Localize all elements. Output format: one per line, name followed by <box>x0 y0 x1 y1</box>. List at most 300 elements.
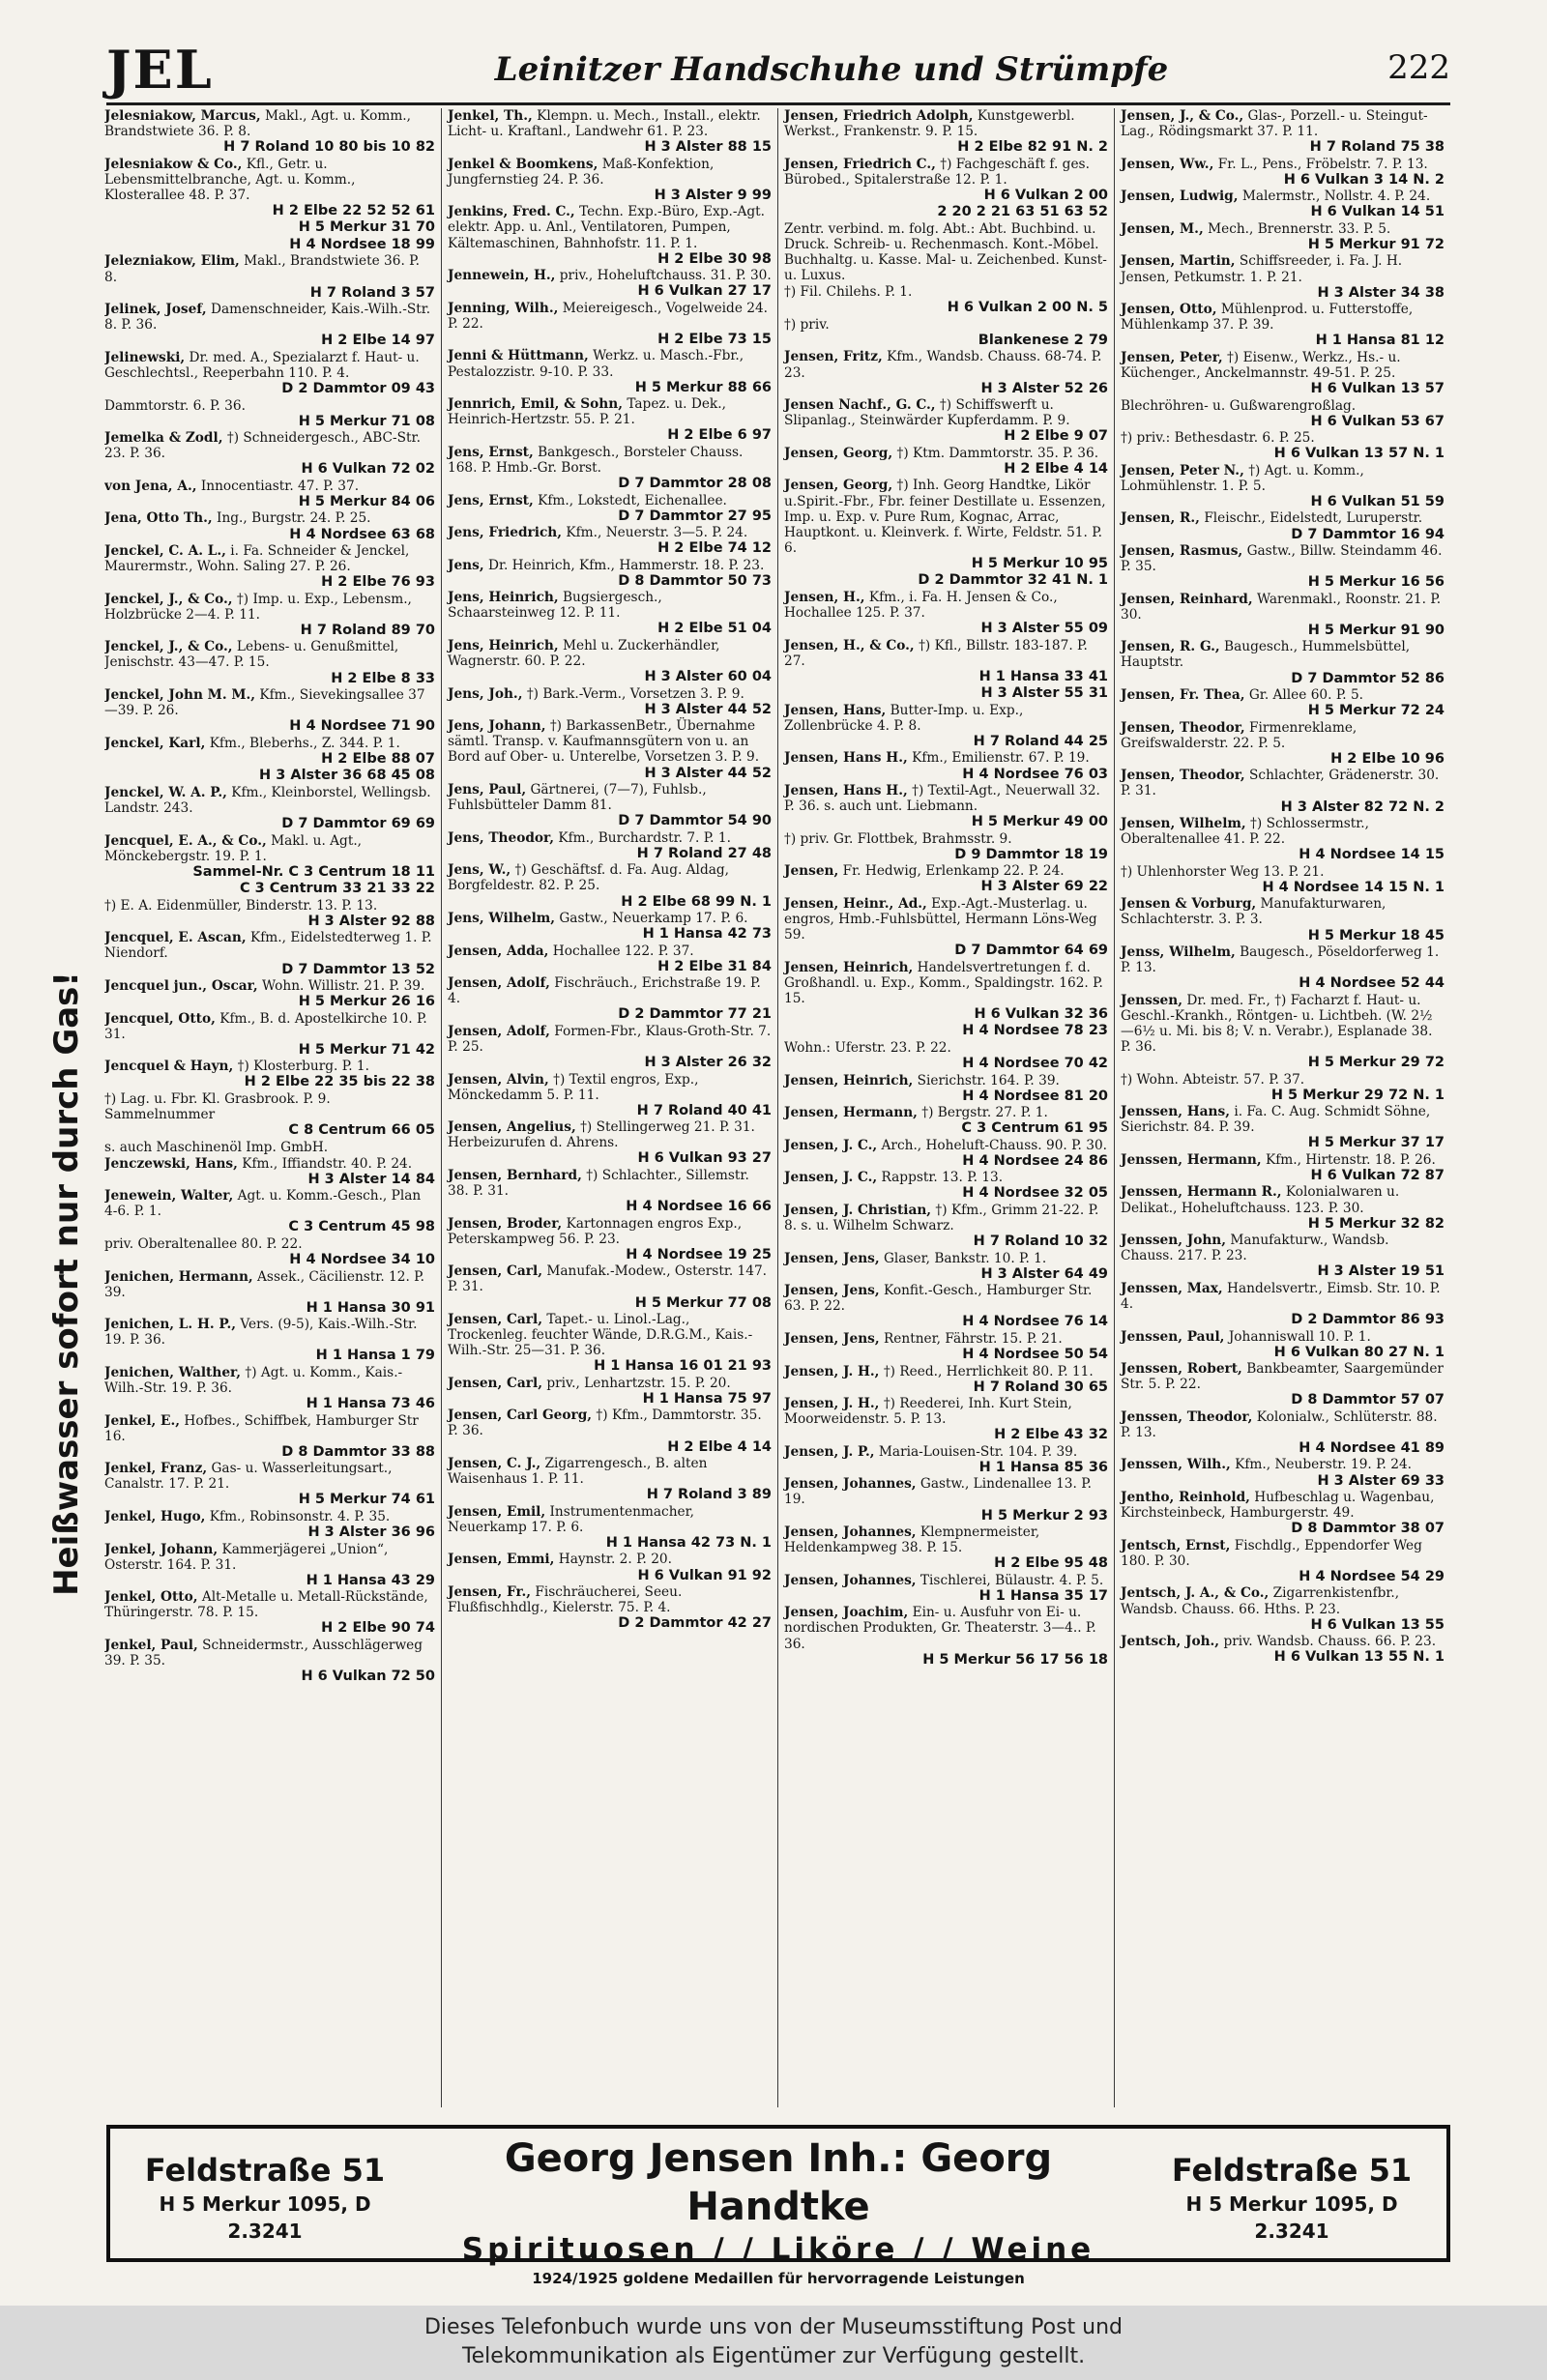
entry-phone: H 3 Alster 44 52 <box>644 765 772 781</box>
listing-entry <box>448 1408 772 1455</box>
entry-name: Jensen, H., & Co., <box>784 637 915 653</box>
entry-phone: D 2 Dammtor 42 27 <box>618 1615 772 1632</box>
entry-phone: H 3 Alster 34 38 <box>1317 284 1445 301</box>
listing-entry <box>1121 1281 1445 1328</box>
entry-name: Jensen, J. H., <box>784 1363 880 1379</box>
entry-phone: H 6 Vulkan 27 17 <box>637 283 772 300</box>
listing-entry <box>104 736 435 768</box>
listing-entry <box>448 525 772 557</box>
entry-phone: H 4 Nordsee 34 10 <box>289 1252 435 1268</box>
entry-name: Jenkins, Fred. C., <box>448 204 575 220</box>
listing-entry <box>448 862 772 910</box>
entry-phone: H 7 Roland 3 89 <box>646 1487 772 1503</box>
entry-name: Jensen, Jens, <box>784 1283 880 1299</box>
entry-phone: H 1 Hansa 33 41 <box>978 668 1108 684</box>
entry-phone: H 5 Merkur 72 24 <box>1307 703 1445 719</box>
entry-name: Jenichen, Walther, <box>104 1364 242 1380</box>
entry-phone: H 3 Alster 60 04 <box>644 669 772 685</box>
ad-products: Spirituosen / / Liköre / / Weine <box>461 2232 1095 2267</box>
entry-details: Kfm., Hirtenstr. 18. P. 26. <box>1265 1151 1436 1168</box>
listing-entry <box>448 558 772 590</box>
entry-details: Manufak.-Modew., Osterstr. 147. P. 31. <box>448 1263 768 1295</box>
entry-phone: H 2 Elbe 90 74 <box>321 1620 435 1637</box>
listing-entry <box>448 638 772 685</box>
entry-name: Jenckel, W. A. P., <box>104 784 227 800</box>
listing-entry <box>448 782 772 829</box>
listing-entry <box>448 108 772 156</box>
entry-phone: H 3 Alster 36 68 45 08 <box>259 768 435 784</box>
listing-entry <box>784 1138 1108 1170</box>
entry-phone: H 1 Hansa 1 79 <box>315 1348 435 1364</box>
entry-details: Gastw., Neuerkamp 17. P. 6. <box>559 911 748 926</box>
entry-phone: H 7 Roland 27 48 <box>636 845 772 861</box>
entry-name: Jenkel, Johann, <box>104 1541 219 1557</box>
entry-phone: H 2 Elbe 22 52 52 61 <box>272 202 435 218</box>
entry-phone: H 2 Elbe 4 14 <box>1004 460 1108 477</box>
entry-details: Schiffsreeder, i. Fa. J. H. Jensen, Petkumstr. 1. P. 21. <box>1121 253 1403 285</box>
entry-details: †) BarkassenBetr., Übernahme sämtl. Transp. v. Kaufmannsgütern von u. an Bord auf Ober- u. Unterelbe, Vorsetzen 3. P. 9. <box>448 718 760 766</box>
entry-name: Jentho, Reinhold, <box>1121 1490 1250 1506</box>
entry-phone: H 4 Nordsee 70 42 <box>962 1056 1108 1072</box>
entry-phone: H 4 Nordsee 76 03 <box>962 766 1108 782</box>
listing-entry <box>104 639 435 686</box>
entry-name: Jensen, Heinrich, <box>784 959 914 975</box>
entry-name: Jencquel, Otto, <box>104 1010 216 1027</box>
listing-entry <box>104 479 435 510</box>
page-number: 222 <box>1387 48 1450 87</box>
entry-phone: H 1 Hansa 75 97 <box>642 1390 772 1407</box>
entry-details: Fr. Hedwig, Erlenkamp 22. P. 24. <box>842 863 1065 880</box>
entry-phone: H 6 Vulkan 51 59 <box>1310 493 1445 509</box>
listing-entry <box>1121 816 1445 863</box>
entry-name: Jens, <box>448 557 484 573</box>
entry-name: Jensen, J. P., <box>784 1443 875 1460</box>
listing-entry <box>104 157 435 219</box>
listing-entry <box>784 1605 1108 1668</box>
entry-details: †) Stellingerweg 21. P. 31. Herbeizurufen d. Ahrens. <box>448 1119 755 1151</box>
entry-name: Jenssen, Wilh., <box>1121 1457 1231 1473</box>
listing-entry <box>784 1476 1108 1524</box>
listing-entry <box>784 1444 1108 1476</box>
entry-name: Jensen, Ludwig, <box>1121 189 1239 205</box>
listing-entry <box>448 1119 772 1167</box>
listing-entry <box>448 830 772 862</box>
entry-details: Vers. (9-5), Kais.-Wilh.-Str. 19. P. 36. <box>104 1317 418 1349</box>
entry-name: Jenssen, John, <box>1121 1233 1227 1249</box>
entry-phone: H 4 Nordsee 32 05 <box>962 1185 1108 1202</box>
entry-name: Jensen, Georg, <box>784 445 893 461</box>
listing-entry <box>1121 1634 1445 1666</box>
entry-phone: H 5 Merkur 10 95 <box>971 555 1108 571</box>
entry-name: Jensen, Adolf, <box>448 975 550 992</box>
entry-details: Kfm., Burchardstr. 7. P. 1. <box>558 829 731 846</box>
listing-entry <box>104 1156 435 1188</box>
entry-details: Dammtorstr. 6. P. 36. <box>104 397 246 414</box>
listing-entry <box>104 543 435 591</box>
entry-name: Jena, Otto Th., <box>104 510 213 527</box>
listing-entry <box>448 1552 772 1583</box>
entry-details: Bankbeamter, Saargemünder Str. 5. P. 22. <box>1121 1361 1444 1393</box>
entry-name: Jensen, J. H., <box>784 1396 880 1412</box>
bottom-advertisement <box>106 2125 1450 2287</box>
entry-name: Jensen, Adolf, <box>448 1023 550 1039</box>
entry-name: Jenssen, Max, <box>1121 1280 1223 1296</box>
listing-entry <box>448 943 772 975</box>
entry-phone: H 6 Vulkan 2 00 <box>983 187 1108 203</box>
entry-name: Jens, Friedrich, <box>448 525 563 541</box>
entry-name: Jenning, Wilh., <box>448 300 559 316</box>
entry-name: Jensen, Martin, <box>1121 253 1236 270</box>
side-advertisement: Heißwasser sofort nur durch Gas! <box>47 972 86 1596</box>
listing-entry <box>448 1168 772 1215</box>
entry-name: Jelesniakow & Co., <box>104 156 243 172</box>
entry-details: †) Lag. u. Fbr. Kl. Grasbrook. P. 9. Sammelnummer <box>104 1090 331 1122</box>
entry-details: †) Schlachter., Sillemstr. 38. P. 31. <box>448 1167 749 1200</box>
entry-phone: H 4 Nordsee 14 15 <box>1299 847 1445 863</box>
listing-entry <box>1121 221 1445 253</box>
listing-entry <box>448 1504 772 1552</box>
entry-name: Jensen, Hans H., <box>784 750 908 767</box>
entry-phone: D 7 Dammtor 28 08 <box>618 476 772 491</box>
entry-name: Jensen, Wilhelm, <box>1121 816 1246 832</box>
entry-details: i. Fa. Schneider & Jenckel, Maurermstr., Wohn. Saling 27. P. 26. <box>104 543 410 575</box>
entry-details: Bankgesch., Borsteler Chauss. 168. P. Hmb.-Gr. Borst. <box>448 444 744 476</box>
entry-phone: H 6 Vulkan 3 14 N. 2 <box>1283 171 1445 188</box>
entry-phone: H 6 Vulkan 91 92 <box>637 1567 772 1583</box>
entry-details: Makl., Agt. u. Komm., Brandstwiete 36. P. 8. <box>104 108 412 140</box>
listing-entry <box>784 1331 1108 1363</box>
entry-name: Jensen, Peter N., <box>1121 462 1244 479</box>
listing-entry <box>1121 1104 1445 1151</box>
entry-phone: H 3 Alster 14 84 <box>307 1171 435 1187</box>
entry-phone: H 1 Hansa 30 91 <box>306 1299 435 1316</box>
entry-name: Jenkel, Th., <box>448 108 533 124</box>
listing-entry <box>1121 1184 1445 1232</box>
entry-name: Jenkel, E., <box>104 1412 181 1429</box>
listing-entry <box>784 1040 1108 1072</box>
entry-phone: H 1 Hansa 42 73 <box>642 926 772 943</box>
entry-details: Kfm., Kleinborstel, Wellingsb. Landstr. 243. <box>104 784 431 816</box>
entry-name: Jensen, Heinrich, <box>784 1072 914 1088</box>
entry-details: Rappstr. 13. P. 13. <box>881 1170 1004 1186</box>
entry-details: Mech., Brennerstr. 33. P. 5. <box>1208 220 1391 237</box>
entry-phone: H 6 Vulkan 14 51 <box>1310 204 1445 220</box>
entry-details: Kfm., B. d. Apostelkirche 10. P. 31. <box>104 1010 427 1042</box>
listing-column-1 <box>104 108 441 2107</box>
listing-entry <box>1121 864 1445 896</box>
entry-name: Jenckel, J., & Co., <box>104 639 233 655</box>
entry-name: Jensen, Johannes, <box>784 1524 917 1541</box>
listing-entry <box>1121 350 1445 397</box>
entry-phone: H 2 Elbe 76 93 <box>321 574 435 591</box>
listing-entry <box>1121 896 1445 943</box>
entry-name: Jensen, Otto, <box>1121 302 1217 318</box>
listing-entry <box>1121 1329 1445 1361</box>
entry-phone: H 7 Roland 10 80 bis 10 82 <box>223 139 435 156</box>
entry-details: †) Imp. u. Exp., Lebensm., Holzbrücke 2—4. P. 11. <box>104 591 412 623</box>
listing-entry <box>784 157 1108 204</box>
entry-details: †) Uhlenhorster Weg 13. P. 21. <box>1121 863 1325 880</box>
entry-details: Lebens- u. Genußmittel, Jenischstr. 43—47. P. 15. <box>104 639 399 671</box>
entry-phone: H 2 Elbe 88 07 <box>321 750 435 767</box>
entry-details: Assek., Cäcilienstr. 12. P. 39. <box>104 1268 424 1300</box>
entry-details: †) Bergstr. 27. P. 1. <box>921 1105 1048 1121</box>
entry-details: Haynstr. 2. P. 20. <box>558 1552 672 1568</box>
listing-entry <box>104 592 435 639</box>
listing-columns <box>104 108 1450 2107</box>
listing-entry <box>1121 720 1445 768</box>
listing-entry <box>784 1283 1108 1330</box>
entry-phone: H 6 Vulkan 13 55 N. 1 <box>1273 1649 1445 1666</box>
entry-phone: H 2 Elbe 68 99 N. 1 <box>621 893 772 910</box>
entry-details: †) Eisenw., Werkz., Hs.- u. Küchenger., Anckelmannstr. 49-51. P. 25. <box>1121 349 1401 381</box>
listing-entry <box>104 1188 435 1235</box>
entry-name: Jenssen, Theodor, <box>1121 1408 1253 1425</box>
entry-name: Jenssen, Hermann R., <box>1121 1184 1282 1201</box>
listing-entry <box>784 703 1108 750</box>
entry-name: Jemelka & Zodl, <box>104 430 223 447</box>
entry-details: s. auch Maschinenöl Imp. GmbH. <box>104 1139 329 1155</box>
listing-entry <box>448 911 772 943</box>
entry-phone: D 8 Dammtor 38 07 <box>1291 1521 1445 1537</box>
entry-phone: H 7 Roland 89 70 <box>300 622 435 638</box>
listing-entry <box>104 108 435 156</box>
entry-phone: H 4 Nordsee 78 23 <box>962 1023 1108 1039</box>
entry-details: Agt. u. Komm.-Gesch., Plan 4-6. P. 1. <box>104 1188 422 1220</box>
entry-phone: H 5 Merkur 56 17 56 18 <box>922 1651 1108 1668</box>
entry-name: Jensen, Broder, <box>448 1215 563 1232</box>
entry-name: Jennrich, Emil, & Sohn, <box>448 396 623 413</box>
listing-entry <box>1121 398 1445 430</box>
entry-details: Handelsvertretungen f. d. Großhandl. u. Exp., Komm., Spaldingstr. 162. P. 15. <box>784 959 1103 1006</box>
entry-phone: H 1 Hansa 85 36 <box>978 1459 1108 1475</box>
listing-entry <box>104 930 435 977</box>
listing-entry <box>784 685 1108 702</box>
entry-details: Tapez. u. Dek., Heinrich-Hertzstr. 55. P. 21. <box>448 396 726 428</box>
entry-name: Jensen, Emmi, <box>448 1552 555 1568</box>
entry-phone: H 3 Alster 36 96 <box>307 1524 435 1541</box>
archive-footer <box>0 2306 1547 2380</box>
entry-name: Jensen, Carl, <box>448 1263 542 1280</box>
entry-details: Damenschneider, Kais.-Wilh.-Str. 8. P. 36. <box>104 302 431 334</box>
entry-details: Maß-Konfektion, Jungfernstieg 24. P. 36. <box>448 156 715 188</box>
entry-name: Jens, Theodor, <box>448 829 555 846</box>
entry-details: †) priv. Gr. Flottbek, Brahmsstr. 9. <box>784 830 1012 847</box>
listing-entry <box>104 219 435 236</box>
entry-details: Sierichstr. 164. P. 39. <box>917 1072 1060 1088</box>
entry-details: Kfm., Neuerstr. 3—5. P. 24. <box>566 525 748 541</box>
entry-details: Zigarrenkistenfbr., Wandsb. Chauss. 66. Hths. P. 23. <box>1121 1585 1400 1617</box>
entry-name: Jens, Johann, <box>448 718 546 735</box>
entry-phone: D 7 Dammtor 13 52 <box>281 961 435 977</box>
entry-phone: H 3 Alster 55 09 <box>980 621 1108 637</box>
entry-name: Jensen, Emil, <box>448 1503 546 1520</box>
entry-phone: H 1 Hansa 42 73 N. 1 <box>605 1534 772 1551</box>
entry-name: Jens, Joh., <box>448 685 523 702</box>
listing-entry <box>1121 639 1445 686</box>
listing-entry <box>104 1509 435 1541</box>
ad-right-street: Feldstraße 51 <box>1171 2152 1413 2189</box>
entry-details: Kfm., Emilienstr. 67. P. 19. <box>912 750 1090 767</box>
entry-name: Jentsch, J. A., & Co., <box>1121 1585 1270 1602</box>
entry-phone: H 4 Nordsee 52 44 <box>1299 975 1445 992</box>
entry-name: Jenkel, Franz, <box>104 1461 208 1477</box>
entry-name: Jensen, Carl, <box>448 1375 542 1391</box>
entry-phone: H 3 Alster 19 51 <box>1317 1263 1445 1280</box>
listing-entry <box>784 446 1108 478</box>
listing-entry <box>1121 592 1445 639</box>
entry-phone: H 2 Elbe 30 98 <box>657 250 772 267</box>
listing-entry <box>1121 1585 1445 1633</box>
entry-name: Jensen & Vorburg, <box>1121 896 1257 913</box>
entry-details: Kfm., Robinsonstr. 4. P. 35. <box>209 1508 391 1524</box>
listing-entry <box>1121 1538 1445 1585</box>
listing-entry <box>1121 108 1445 156</box>
entry-details: Fischräucherei, Seeu. Flußfischhdlg., Kielerstr. 75. P. 4. <box>448 1584 683 1616</box>
entry-details: Hochallee 122. P. 37. <box>552 943 694 959</box>
entry-details: †) Schneidergesch., ABC-Str. 23. P. 36. <box>104 430 421 462</box>
listing-entry <box>1121 1361 1445 1408</box>
listing-entry <box>104 1413 435 1461</box>
ad-right-block <box>1147 2150 1437 2245</box>
listing-entry <box>104 1059 435 1090</box>
listing-entry <box>1121 510 1445 542</box>
listing-entry <box>784 960 1108 1023</box>
entry-name: Jens, Ernst, <box>448 444 534 460</box>
listing-entry <box>1121 1457 1445 1489</box>
entry-details: Kolonialw., Schlüterstr. 88. P. 13. <box>1121 1408 1438 1440</box>
listing-entry <box>104 510 435 542</box>
entry-name: Jenichen, L. H. P., <box>104 1317 236 1333</box>
entry-details: †) Agt. u. Komm., Kais.-Wilh.-Str. 19. P. 36. <box>104 1364 403 1396</box>
listing-entry <box>784 863 1108 895</box>
entry-name: Jensen, Ww., <box>1121 156 1214 172</box>
entry-phone: H 4 Nordsee 18 99 <box>289 236 435 252</box>
entry-phone: H 5 Merkur 71 42 <box>298 1041 435 1058</box>
listing-entry <box>784 221 1108 283</box>
entry-name: Jencquel, E. A., & Co., <box>104 832 267 849</box>
listing-entry <box>784 1105 1108 1137</box>
entry-details: Fleischr., Eidelstedt, Luruperstr. <box>1204 510 1423 527</box>
entry-details: †) E. A. Eidenmüller, Binderstr. 13. P. 13. <box>104 897 378 914</box>
listing-entry <box>448 348 772 395</box>
listing-entry <box>1121 463 1445 510</box>
listing-entry <box>448 493 772 525</box>
entry-phone: D 7 Dammtor 16 94 <box>1291 526 1445 542</box>
listing-entry <box>104 1011 435 1059</box>
entry-details: Mühlenprod. u. Futterstoffe, Mühlenkamp 37. P. 39. <box>1121 302 1414 334</box>
entry-name: Jenichen, Hermann, <box>104 1268 253 1285</box>
entry-name: Jenssen, Paul, <box>1121 1328 1225 1345</box>
entry-name: Jenkel, Otto, <box>104 1589 198 1606</box>
entry-details: Fr. L., Pens., Fröbelstr. 7. P. 13. <box>1217 156 1428 172</box>
listing-entry <box>104 833 435 881</box>
entry-name: Jenni & Hüttmann, <box>448 348 589 364</box>
listing-entry <box>448 1072 772 1119</box>
listing-entry <box>784 1524 1108 1572</box>
entry-details: Bugsiergesch., Schaarsteinweg 12. P. 11. <box>448 590 662 622</box>
entry-name: Jencquel & Hayn, <box>104 1059 234 1075</box>
entry-name: Jenssen, Robert, <box>1121 1361 1242 1378</box>
entry-phone: H 1 Hansa 16 01 21 93 <box>594 1358 772 1375</box>
entry-phone: H 6 Vulkan 2 00 N. 5 <box>947 300 1108 316</box>
entry-phone: H 2 Elbe 43 32 <box>994 1427 1108 1443</box>
entry-name: Jensen, Theodor, <box>1121 719 1245 736</box>
entry-phone: C 3 Centrum 33 21 33 22 <box>239 881 435 897</box>
footer-line-1: Dieses Telefonbuch wurde uns von der Museumsstiftung Post und <box>423 2315 1124 2339</box>
entry-phone: H 6 Vulkan 13 55 <box>1310 1616 1445 1633</box>
entry-details: Kfm., Wandsb. Chauss. 68-74. P. 23. <box>784 349 1102 381</box>
entry-details: Konfit.-Gesch., Hamburger Str. 63. P. 22. <box>784 1283 1093 1315</box>
entry-details: Wohn. Willistr. 21. P. 39. <box>262 978 425 994</box>
entry-name: Jenss, Wilhelm, <box>1121 944 1236 960</box>
entry-phone: H 6 Vulkan 72 50 <box>301 1669 435 1685</box>
listing-entry <box>784 1073 1108 1105</box>
entry-details: †) Wohn. Abteistr. 57. P. 37. <box>1121 1071 1305 1088</box>
entry-details: Kfm., Iffiandstr. 40. P. 24. <box>242 1155 413 1172</box>
entry-phone: H 4 Nordsee 71 90 <box>289 718 435 735</box>
entry-phone: Sammel-Nr. C 3 Centrum 18 11 <box>192 863 435 880</box>
entry-details: Firmenreklame, Greifswalderstr. 22. P. 5. <box>1121 719 1357 751</box>
entry-phone: H 1 Hansa 81 12 <box>1315 333 1445 349</box>
entry-name: Jelesniakow, Marcus, <box>104 108 261 124</box>
entry-name: Jelinewski, <box>104 349 186 365</box>
entry-phone: H 4 Nordsee 63 68 <box>289 526 435 542</box>
entry-details: Gas- u. Wasserleitungsart., Canalstr. 17. P. 21. <box>104 1461 393 1493</box>
page-header <box>106 37 1450 101</box>
listing-entry <box>448 590 772 637</box>
ad-medals: 1924/1925 goldene Medaillen für hervorragende Leistungen <box>532 2270 1025 2287</box>
entry-details: †) Reed., Herrlichkeit 80. P. 11. <box>883 1363 1094 1379</box>
entry-details: †) Geschäftsf. d. Fa. Aug. Aldag, Borgfeldestr. 82. P. 25. <box>448 862 729 894</box>
entry-phone: H 2 Elbe 9 07 <box>1004 428 1108 445</box>
entry-phone: Blankenese 2 79 <box>978 332 1108 348</box>
listing-entry <box>448 204 772 267</box>
entry-phone: H 5 Merkur 18 45 <box>1307 927 1445 943</box>
entry-phone: H 3 Alster 44 52 <box>644 701 772 717</box>
listing-entry <box>448 1456 772 1503</box>
entry-phone: H 5 Merkur 32 82 <box>1307 1215 1445 1232</box>
entry-details: †) Inh. Georg Handtke, Likör u.Spirit.-Fbr., Fbr. feiner Destillate u. Essenzen, Imp. u. Exp. v. Pure Rum, Kognac, Arrac, Hauptkont. u. Kleinverk. f. Wirte, Feldstr. 51. P. 6. <box>784 478 1106 556</box>
entry-phone: D 9 Dammtor 18 19 <box>954 846 1108 862</box>
listing-entry <box>784 1364 1108 1396</box>
listing-entry <box>448 396 772 444</box>
entry-name: Jensen, Alvin, <box>448 1071 549 1088</box>
entry-details: Glaser, Bankstr. 10. P. 1. <box>884 1250 1047 1266</box>
entry-details: Innocentiastr. 47. P. 37. <box>200 478 360 494</box>
listing-entry <box>784 590 1108 637</box>
entry-details: Wohn.: Uferstr. 23. P. 22. <box>784 1039 951 1056</box>
entry-details: Zentr. verbind. m. folg. Abt.: Abt. Buchbind. u. Druck. Schreib- u. Rechenmasch. Kont.-Möbel. Buchhaltg. u. Kasse. Mal- u. Zeichenbed. Kunst- u. Luxus. <box>784 220 1107 284</box>
listing-entry <box>784 204 1108 220</box>
entry-name: von Jena, A., <box>104 478 197 494</box>
entry-phone: H 5 Merkur 91 72 <box>1307 236 1445 252</box>
entry-name: Jensen Nachf., G. C., <box>784 397 936 414</box>
listing-entry <box>1121 944 1445 992</box>
entry-name: Jentsch, Joh., <box>1121 1634 1220 1650</box>
entry-details: Gärtnerei, (7—7), Fuhlsb., Fuhlsbütteler Damm 81. <box>448 782 707 814</box>
entry-details: Gr. Allee 60. P. 5. <box>1248 687 1364 704</box>
listing-entry <box>104 302 435 349</box>
entry-details: Arch., Hoheluft-Chauss. 90. P. 30. <box>881 1137 1108 1153</box>
entry-phone: H 7 Roland 40 41 <box>636 1102 772 1118</box>
entry-name: Jensen, Hermann, <box>784 1105 918 1121</box>
entry-details: Glas-, Porzell.- u. Steingut-Lag., Rödingsmarkt 37. P. 11. <box>1121 108 1428 140</box>
entry-phone: H 5 Merkur 26 16 <box>298 994 435 1010</box>
listing-entry <box>784 638 1108 685</box>
listing-entry <box>104 898 435 930</box>
ad-left-block <box>120 2150 410 2245</box>
